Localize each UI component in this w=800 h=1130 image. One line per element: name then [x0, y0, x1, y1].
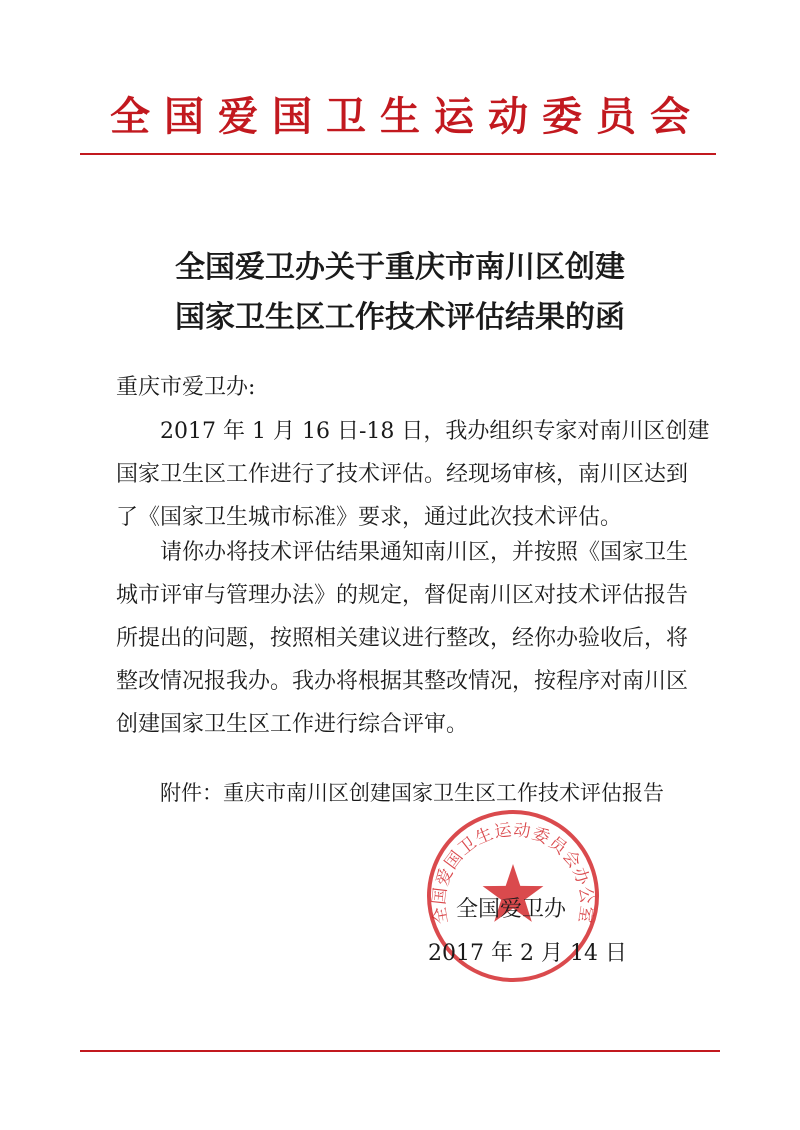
paragraph-line: 2017 年 1 月 16 日-18 日，我办组织专家对南川区创建 — [160, 419, 710, 444]
paragraph-line: 所提出的问题，按照相关建议进行整改，经你办验收后，将 — [116, 626, 689, 651]
paragraph-line: 了《国家卫生城市标准》要求，通过此次技术评估。 — [116, 505, 623, 530]
paragraph-line: 城市评审与管理办法》的规定，督促南川区对技术评估报告 — [116, 583, 689, 608]
salutation: 重庆市爱卫办: — [116, 375, 256, 400]
paragraph-line: 创建国家卫生区工作进行综合评审。 — [116, 712, 469, 737]
title-line: 全国爱卫办关于重庆市南川区创建 — [175, 250, 625, 285]
paragraph-2 — [116, 531, 689, 746]
letterhead-org-name: 全国爱国卫生运动委员会 — [110, 93, 704, 140]
title-line: 国家卫生区工作技术评估结果的函 — [175, 300, 625, 335]
footer-divider — [80, 1050, 720, 1052]
signature-org: 全国爱卫办 — [456, 897, 567, 922]
paragraph-line: 整改情况报我办。我办将根据其整改情况，按程序对南川区 — [116, 669, 689, 694]
paragraph-line: 国家卫生区工作进行了技术评估。经现场审核，南川区达到 — [116, 462, 689, 487]
attachment-note: 附件：重庆市南川区创建国家卫生区工作技术评估报告 — [160, 781, 664, 805]
paragraph-line: 请你办将技术评估结果通知南川区，并按照《国家卫生 — [160, 540, 689, 565]
signature-date: 2017 年 2 月 14 日 — [428, 941, 627, 966]
document-title — [0, 243, 800, 343]
svg-text:全国爱国卫生运动委员会办公室: 全国爱国卫生运动委员会办公室 — [429, 820, 597, 926]
letterhead-divider — [80, 153, 716, 155]
paragraph-1 — [116, 410, 710, 539]
